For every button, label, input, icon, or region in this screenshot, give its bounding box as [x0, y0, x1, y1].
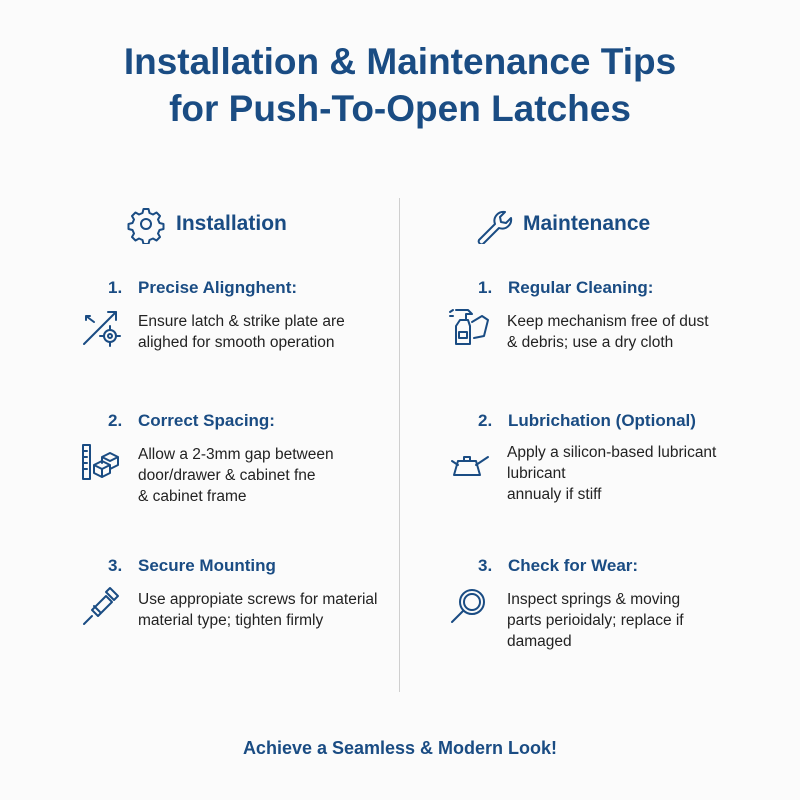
alignment-target-icon: [80, 306, 124, 350]
item-title: [478, 278, 653, 298]
item-title-text: Secure Mounting: [138, 556, 276, 575]
installation-header: [126, 204, 287, 244]
item-title: [108, 278, 297, 298]
item-line: lubricant: [507, 465, 566, 482]
item-number: 3.: [478, 556, 493, 575]
item-number: 2.: [478, 411, 493, 430]
item-description: [138, 311, 345, 353]
column-divider: [399, 198, 400, 692]
wrench-icon: [473, 204, 513, 244]
gear-icon: [126, 204, 166, 244]
magnifier-icon: [448, 584, 492, 628]
screwdriver-icon: [80, 584, 124, 628]
item-title: [478, 411, 696, 431]
item-line: Allow a 2-3mm gap between: [138, 446, 334, 463]
item-description: [507, 589, 684, 652]
maintenance-heading: Maintenance: [523, 212, 651, 235]
item-line: Apply a silicon-based lubricant: [507, 444, 717, 461]
item-line: & cabinet frame: [138, 488, 247, 505]
item-line: parts perioidaly; replace if: [507, 612, 684, 629]
ruler-blocks-icon: [80, 439, 124, 483]
oil-can-icon: [448, 441, 492, 485]
item-number: 1.: [108, 278, 123, 297]
item-line: Inspect springs & moving: [507, 591, 681, 608]
item-title-text: Check for Wear:: [508, 556, 639, 575]
page-title-line-2: for Push-To-Open Latches: [169, 88, 631, 129]
item-line: & debris; use a dry cloth: [507, 334, 674, 351]
item-line: door/drawer & cabinet fne: [138, 467, 316, 484]
item-line: alighed for smooth operation: [138, 334, 335, 351]
item-title-text: Precise Alignghent:: [138, 278, 298, 297]
item-number: 2.: [108, 411, 123, 430]
item-description: [138, 589, 378, 631]
item-title-text: Lubrichation (Optional): [508, 411, 696, 430]
item-line: damaged: [507, 633, 572, 650]
spray-bottle-icon: [448, 304, 492, 348]
item-line: Use appropiate screws for material: [138, 591, 378, 608]
item-description: [507, 442, 716, 505]
item-title: [478, 556, 638, 576]
item-line: Ensure latch & strike plate are: [138, 313, 345, 330]
item-description: [507, 311, 709, 353]
item-title-text: Correct Spacing:: [138, 411, 275, 430]
item-title: [108, 556, 276, 576]
page-title: [0, 38, 800, 132]
item-line: Keep mechanism free of dust: [507, 313, 709, 330]
item-number: 3.: [108, 556, 123, 575]
footer-tagline: Achieve a Seamless & Modern Look!: [242, 738, 558, 758]
maintenance-header: [473, 204, 650, 244]
item-description: [138, 444, 334, 507]
item-title: [108, 411, 275, 431]
page-title-line-1: Installation & Maintenance Tips: [123, 41, 677, 82]
installation-heading: Installation: [176, 212, 287, 235]
item-title-text: Regular Cleaning:: [508, 278, 654, 297]
item-line: annualy if stiff: [507, 486, 602, 503]
item-line: material type; tighten firmly: [138, 612, 324, 629]
item-number: 1.: [478, 278, 493, 297]
